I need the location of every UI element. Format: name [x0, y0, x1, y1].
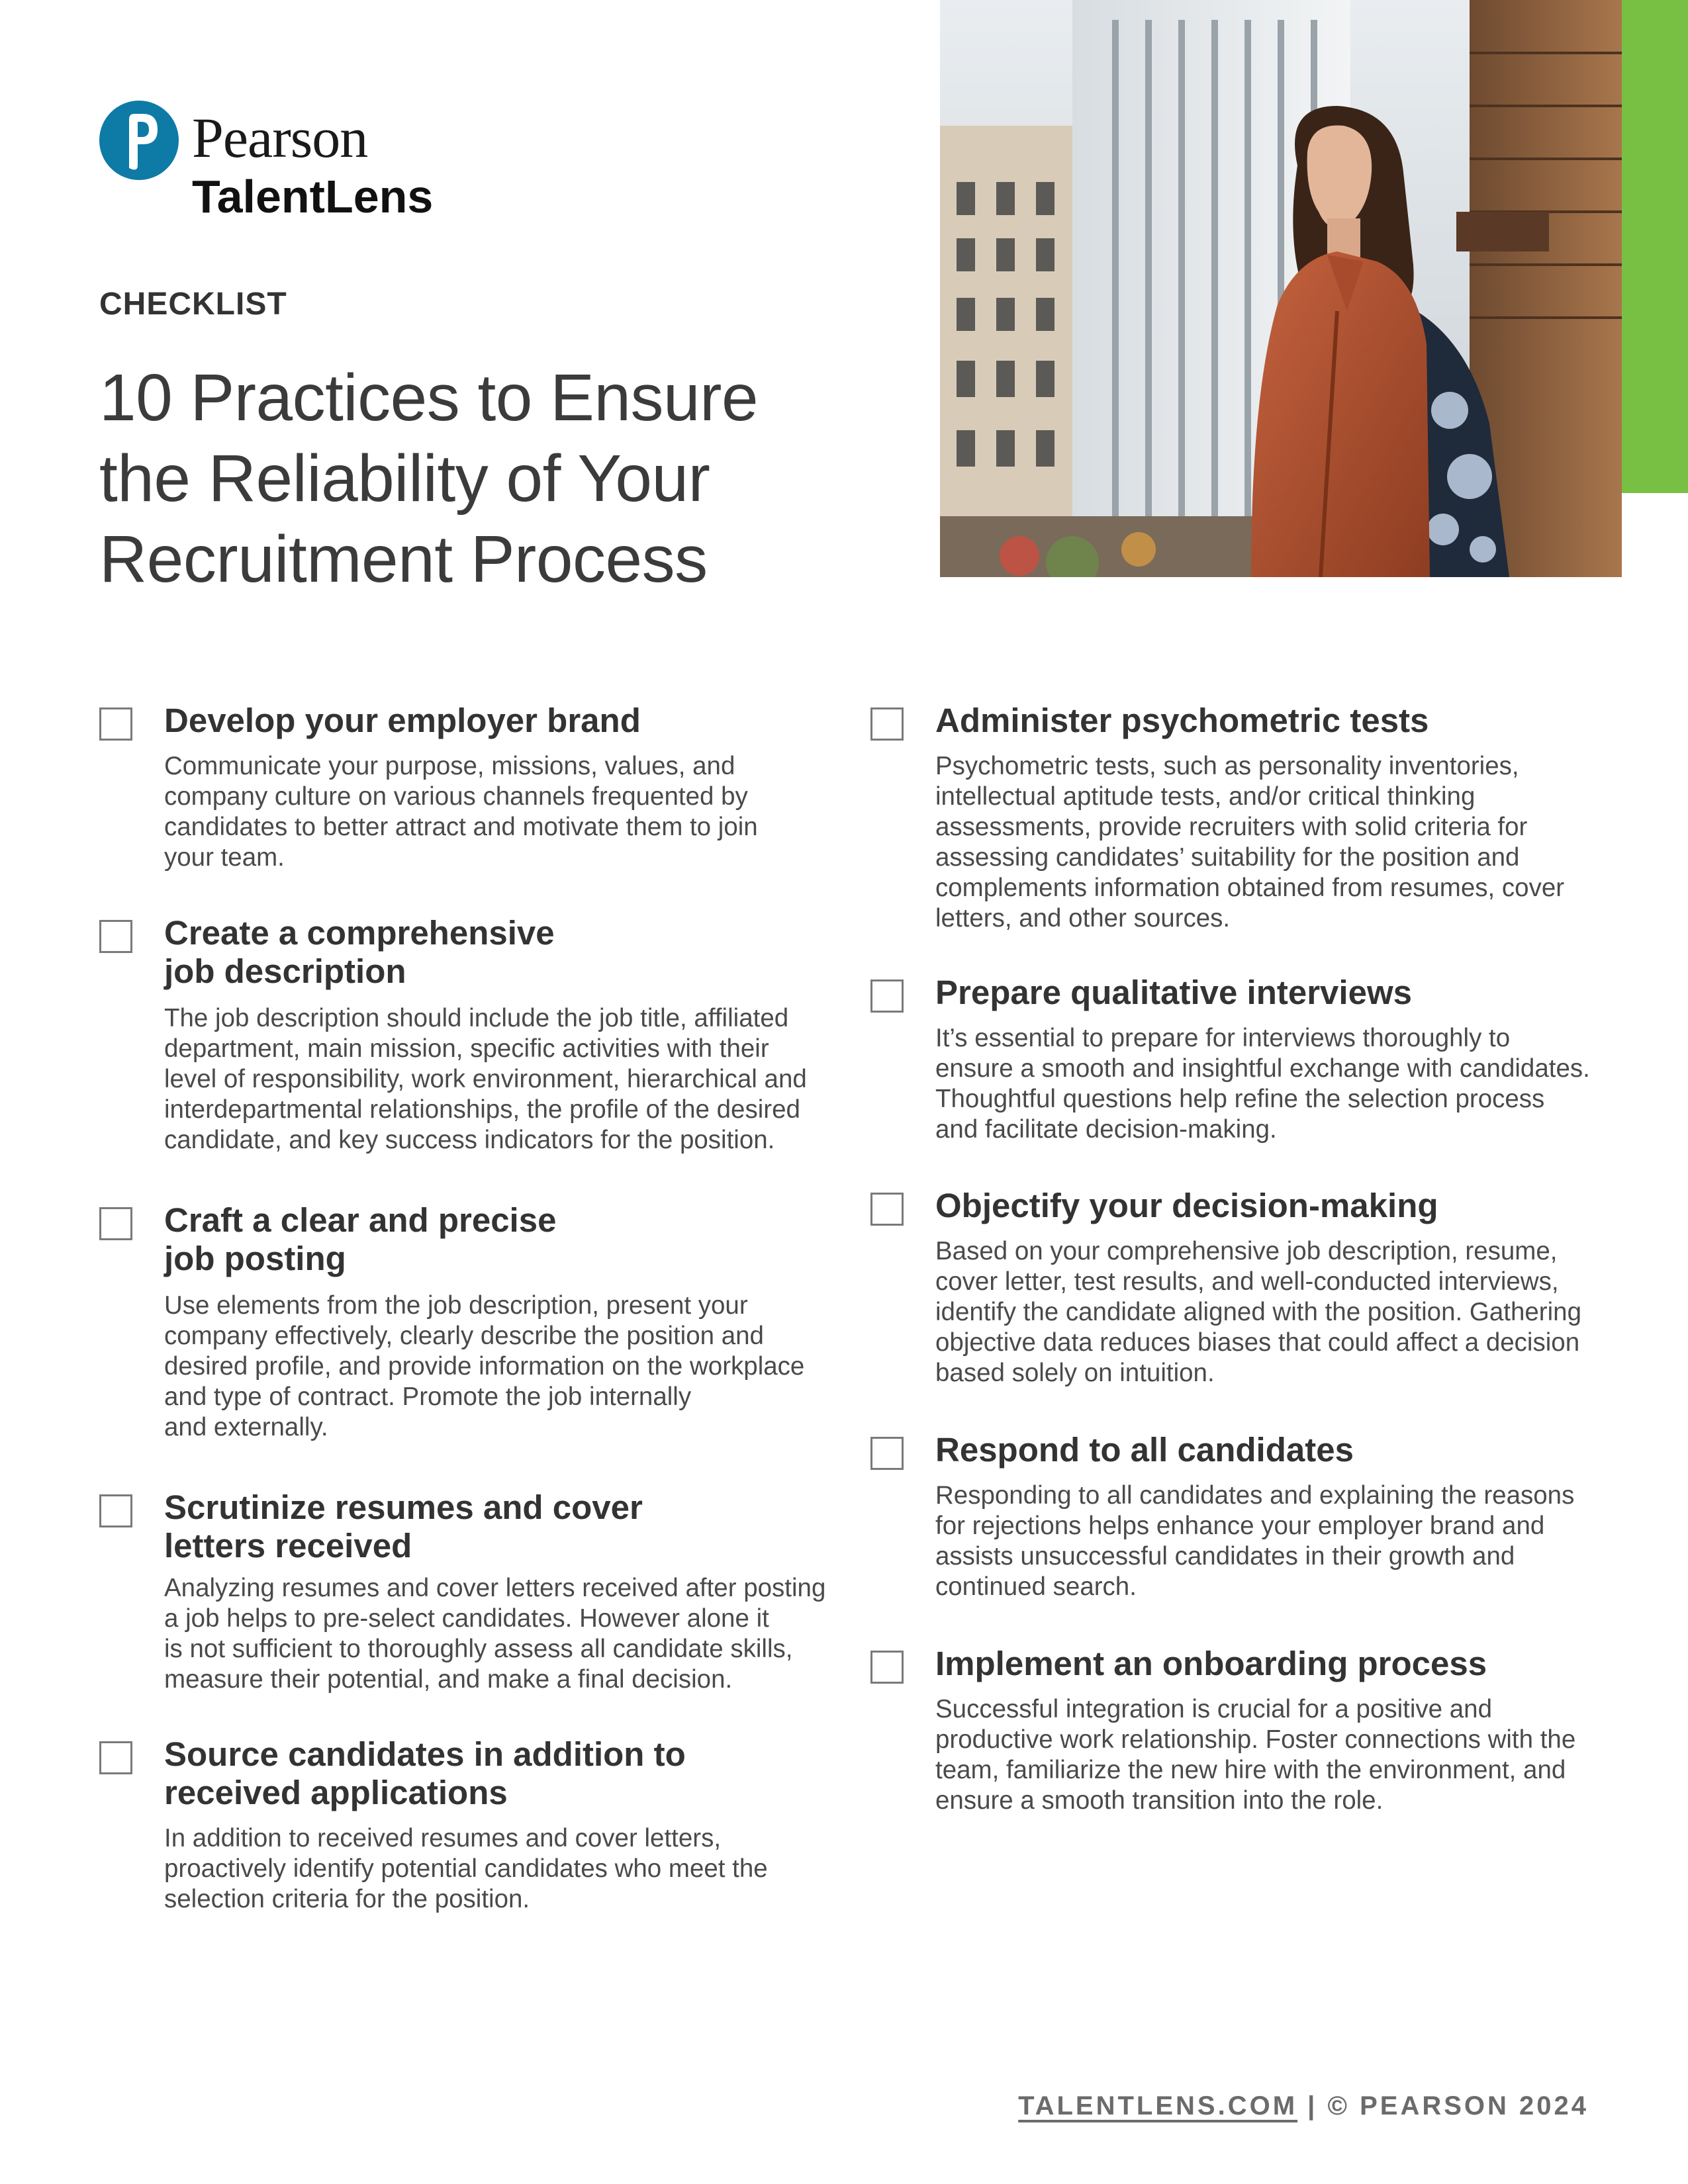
item-body: [935, 1236, 1581, 1388]
item-body-line: your team.: [164, 843, 285, 872]
item-title-line: Scrutinize resumes and cover: [164, 1488, 643, 1526]
item-body-line: productive work relationship. Foster connections with the: [935, 1725, 1576, 1754]
item-body-line: department, main mission, specific activities with their: [164, 1034, 769, 1063]
item-body-line: letters, and other sources.: [935, 904, 1231, 933]
item-body-line: ensure a smooth transition into the role.: [935, 1786, 1383, 1815]
page-title-line: 10 Practices to Ensure: [99, 361, 759, 435]
item-title: [935, 702, 1429, 740]
item-title-line: Implement an onboarding process: [935, 1645, 1487, 1682]
talentlens-link[interactable]: TALENTLENS.COM: [1018, 2091, 1298, 2120]
item-body-line: ensure a smooth and insightful exchange with candidates.: [935, 1054, 1590, 1083]
item-body-line: intellectual aptitude tests, and/or critical thinking: [935, 782, 1476, 811]
item-body-line: interdepartmental relationships, the profile of the desired: [164, 1095, 800, 1124]
item-body-line: objective data reduces biases that could affect a decision: [935, 1328, 1580, 1357]
item-body-line: It’s essential to prepare for interviews thoroughly to: [935, 1024, 1511, 1052]
item-body-line: candidates to better attract and motivate them to join: [164, 813, 758, 841]
item-body-line: is not sufficient to thoroughly assess all candidate skills,: [164, 1635, 793, 1663]
item-title: [935, 1645, 1487, 1683]
item-body: [935, 1694, 1575, 1816]
item-body-line: assessments, provide recruiters with solid criteria for: [935, 813, 1528, 841]
item-body: [164, 751, 758, 873]
item-title: [164, 1735, 686, 1812]
hero-photo: [940, 0, 1622, 577]
item-body-line: Successful integration is crucial for a positive and: [935, 1695, 1493, 1723]
item-body-line: Psychometric tests, such as personality inventories,: [935, 752, 1519, 780]
item-title-line: letters received: [164, 1527, 412, 1565]
item-body: [935, 751, 1564, 934]
page-title: [99, 357, 894, 600]
item-body-line: company culture on various channels frequented by: [164, 782, 748, 811]
item-body-line: a job helps to pre-select candidates. However alone it: [164, 1604, 769, 1633]
checkbox[interactable]: [99, 707, 132, 741]
copyright-text: © PEARSON 2024: [1327, 2091, 1589, 2120]
item-body: [935, 1480, 1574, 1602]
item-title: [164, 914, 555, 991]
checkbox[interactable]: [99, 1207, 132, 1240]
item-title-line: job description: [164, 952, 406, 990]
item-title: [164, 1488, 643, 1565]
item-body-line: assists unsuccessful candidates in their growth and: [935, 1542, 1515, 1570]
item-body-line: assessing candidates’ suitability for the position and: [935, 843, 1520, 872]
item-body: [935, 1023, 1590, 1145]
pearson-logo-icon: [99, 99, 179, 185]
checkbox[interactable]: [870, 707, 904, 741]
checkbox[interactable]: [870, 1193, 904, 1226]
accent-bar: [1622, 0, 1688, 493]
item-title-line: Source candidates in addition to: [164, 1735, 686, 1773]
item-body-line: In addition to received resumes and cover letters,: [164, 1824, 722, 1852]
item-body-line: Thoughtful questions help refine the selection process: [935, 1085, 1545, 1113]
checkbox[interactable]: [99, 1741, 132, 1774]
item-body-line: The job description should include the job title, affiliated: [164, 1004, 789, 1032]
item-body-line: selection criteria for the position.: [164, 1885, 530, 1913]
checkbox[interactable]: [870, 979, 904, 1013]
woman-in-city-photo-icon: [940, 0, 1622, 577]
item-title-line: Respond to all candidates: [935, 1431, 1354, 1469]
item-body-line: and externally.: [164, 1413, 328, 1441]
item-title-line: Administer psychometric tests: [935, 702, 1429, 739]
pearson-wordmark: Pearson: [192, 106, 368, 169]
item-body-line: Based on your comprehensive job description, resume,: [935, 1237, 1558, 1265]
item-title: [164, 1201, 556, 1278]
item-body-line: desired profile, and provide information on the workplace: [164, 1352, 805, 1381]
checkbox[interactable]: [99, 1494, 132, 1527]
item-body-line: team, familiarize the new hire with the environment, and: [935, 1756, 1566, 1784]
item-title-line: received applications: [164, 1774, 508, 1811]
item-body-line: for rejections helps enhance your employer brand and: [935, 1512, 1545, 1540]
page-title-line: Recruitment Process: [99, 522, 708, 596]
item-title-line: Craft a clear and precise: [164, 1201, 557, 1239]
item-title: [935, 1187, 1438, 1225]
item-body-line: and type of contract. Promote the job internally: [164, 1383, 692, 1411]
item-body-line: Responding to all candidates and explaining the reasons: [935, 1481, 1575, 1510]
item-body-line: complements information obtained from resumes, cover: [935, 874, 1565, 902]
item-title-line: Prepare qualitative interviews: [935, 974, 1412, 1011]
item-body-line: identify the candidate aligned with the position. Gathering: [935, 1298, 1581, 1326]
item-body: [164, 1823, 768, 1915]
checkbox[interactable]: [99, 920, 132, 953]
item-body: [164, 1573, 825, 1695]
item-body-line: proactively identify potential candidates who meet the: [164, 1854, 768, 1883]
item-body-line: cover letter, test results, and well-conducted interviews,: [935, 1267, 1559, 1296]
item-body-line: candidate, and key success indicators for the position.: [164, 1126, 775, 1154]
page-title-line: the Reliability of Your: [99, 441, 710, 516]
item-title: [935, 1431, 1354, 1469]
item-body-line: Communicate your purpose, missions, values, and: [164, 752, 735, 780]
item-body: [164, 1291, 804, 1443]
item-title-line: Develop your employer brand: [164, 702, 641, 739]
checkbox[interactable]: [870, 1651, 904, 1684]
document-type-label: CHECKLIST: [99, 287, 287, 322]
checkbox[interactable]: [870, 1437, 904, 1470]
item-title-line: job posting: [164, 1240, 346, 1277]
item-body-line: level of responsibility, work environment, hierarchical and: [164, 1065, 807, 1093]
item-body-line: company effectively, clearly describe the position and: [164, 1322, 764, 1350]
talentlens-wordmark: TalentLens: [192, 171, 434, 222]
item-title: [935, 974, 1412, 1012]
footer: [1018, 2091, 1589, 2121]
item-body-line: continued search.: [935, 1572, 1137, 1601]
item-title-line: Objectify your decision-making: [935, 1187, 1438, 1224]
item-body-line: Use elements from the job description, present your: [164, 1291, 748, 1320]
item-body: [164, 1003, 807, 1156]
item-title: [164, 702, 641, 740]
item-body-line: Analyzing resumes and cover letters received after posting: [164, 1574, 826, 1602]
item-body-line: based solely on intuition.: [935, 1359, 1215, 1387]
footer-separator: |: [1307, 2091, 1318, 2120]
item-body-line: and facilitate decision-making.: [935, 1115, 1277, 1144]
item-body-line: measure their potential, and make a final decision.: [164, 1665, 733, 1694]
item-title-line: Create a comprehensive: [164, 914, 555, 952]
